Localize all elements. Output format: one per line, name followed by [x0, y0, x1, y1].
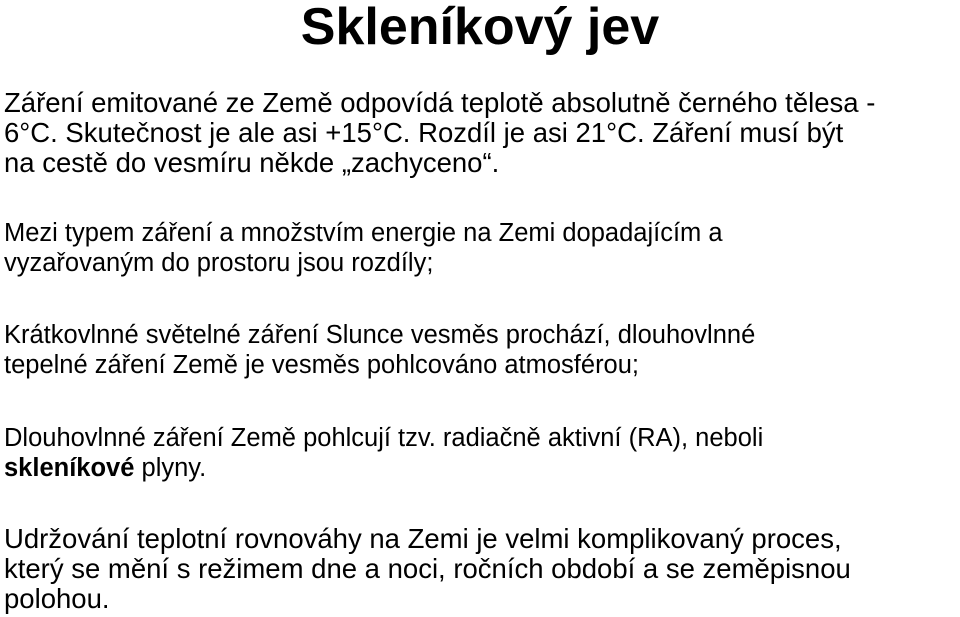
- bold-term-greenhouse: skleníkové: [4, 454, 135, 482]
- text-line: 6°C. Skutečnost je ale asi +15°C. Rozdíl je asi 21°C. Záření musí být: [4, 117, 844, 148]
- text-line: [4, 453, 952, 483]
- slide-title: Skleníkový jev: [300, 0, 660, 56]
- text-line: Záření emitované ze Země odpovídá teplotě absolutně černého tělesa -: [4, 87, 876, 118]
- text-line: vyzařovaným do prostoru jsou rozdíly;: [4, 249, 434, 277]
- paragraph-greenhouse-gases: [4, 423, 952, 483]
- paragraph-shortwave-longwave: [4, 320, 952, 380]
- text-line: který se mění s režimem dne a noci, ročních období a se zeměpisnou: [4, 553, 851, 584]
- text-line: Krátkovlnné světelné záření Slunce vesměs prochází, dlouhovlnné: [4, 321, 756, 349]
- paragraph-thermal-balance: [4, 524, 952, 614]
- text-line: Udržování teplotní rovnováhy na Zemi je velmi komplikovaný proces,: [4, 523, 842, 554]
- text-line: Dlouhovlnné záření Země pohlcují tzv. radiačně aktivní (RA), neboli: [4, 424, 764, 452]
- text-line: na cestě do vesmíru někde „zachyceno“.: [4, 147, 500, 178]
- text-line: tepelné záření Země je vesměs pohlcováno atmosférou;: [4, 351, 640, 379]
- paragraph-radiation-emission: [4, 88, 952, 178]
- text-line: Mezi typem záření a množstvím energie na Zemi dopadajícím a: [4, 219, 723, 247]
- text-line: polohou.: [4, 583, 110, 614]
- paragraph-radiation-differences: [4, 218, 952, 278]
- text-fragment: plyny.: [134, 454, 207, 482]
